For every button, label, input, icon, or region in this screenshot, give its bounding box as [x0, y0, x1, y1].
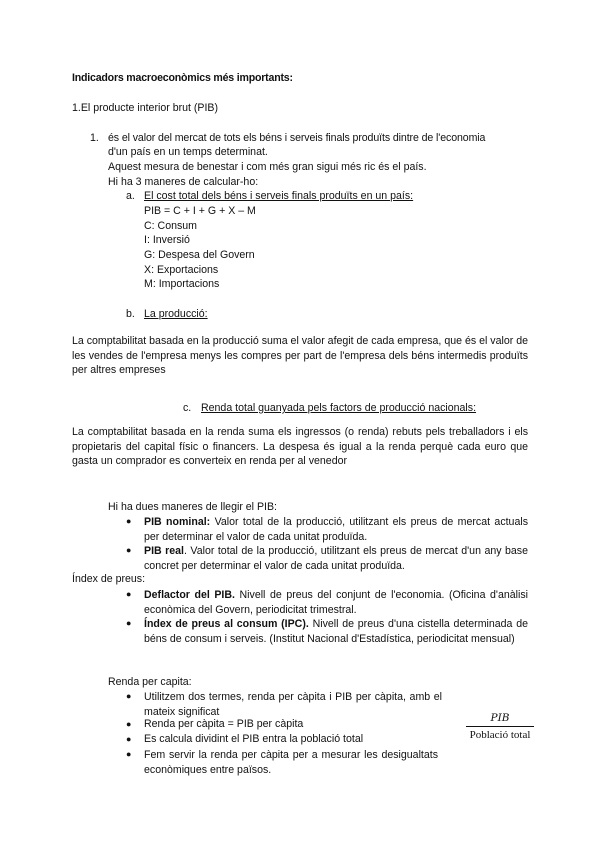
pib-definition-line2: d'un país en un temps determinat.	[108, 146, 268, 158]
pib-real-term: PIB real	[144, 545, 184, 557]
fraction-bar	[466, 726, 534, 727]
list-marker: c.	[183, 402, 192, 414]
term-importacions: M: Importacions	[144, 278, 220, 290]
per-capita-item: Es calcula dividint el PIB entra la població total	[144, 733, 364, 745]
method-b-heading: La producció:	[144, 308, 208, 320]
page-title: Indicadors macroeconòmics més importants:	[72, 72, 293, 84]
bullet-icon: ●	[126, 545, 132, 555]
term-exportacions: X: Exportacions	[144, 264, 219, 276]
methods-intro: Hi ha 3 maneres de calcular-ho:	[108, 176, 259, 188]
deflactor-item	[144, 588, 528, 617]
bullet-icon: ●	[126, 749, 132, 759]
bullet-icon: ●	[126, 734, 132, 744]
pib-real-text: . Valor total de la producció, utilitzant els preus de mercat d'un any base concret per determinar el valor de cada unitat produïda.	[144, 545, 528, 572]
term-consum: C: Consum	[144, 220, 197, 232]
pib-nominal-item	[144, 515, 528, 544]
term-despesa-govern: G: Despesa del Govern	[144, 249, 255, 261]
term-inversio: I: Inversió	[144, 234, 190, 246]
price-index-heading: Índex de preus:	[72, 573, 146, 585]
method-c-heading: Renda total guanyada pels factors de producció nacionals:	[201, 402, 477, 414]
ipc-term: Índex de preus al consum (IPC).	[144, 618, 309, 630]
bullet-icon: ●	[126, 618, 132, 628]
per-capita-item: Utilitzem dos termes, renda per càpita i PIB per càpita, amb el mateix significat	[144, 691, 442, 718]
ipc-text: Nivell de preus d'una cistella determinada de béns de consum i serveis. (Institut Nacional d'Estadística, periodicitat mensual)	[144, 618, 528, 645]
bullet-icon: ●	[126, 516, 132, 526]
list-marker: b.	[126, 308, 135, 320]
pib-types-intro: Hi ha dues maneres de llegir el PIB:	[108, 501, 277, 513]
pib-nominal-text: Valor total de la producció, utilitzant els preus de mercat actuals per determinar el valor de cada unitat produïda.	[144, 516, 528, 543]
pib-definition-line1: és el valor del mercat de tots els béns i serveis finals produïts dintre de l'economia	[108, 132, 486, 144]
list-marker: 1.	[90, 132, 99, 144]
paragraph-production: La comptabilitat basada en la producció suma el valor afegit de cada empresa, que és el valor de les vendes de l'empresa menys les compres per part de l'empresa dels béns intermedis produïts per altres empreses	[72, 335, 528, 376]
paragraph-income: La comptabilitat basada en la renda suma els ingressos (o renda) rebuts pels treballadors i els propietaris del capital físic o financers. La despesa és igual a la renda perquè cada euro que gasta un comprador es converteix en renda per al venedor	[72, 426, 528, 467]
pib-real-item	[144, 544, 528, 573]
ipc-item	[144, 617, 528, 646]
per-capita-item: Fem servir la renda per càpita per a mesurar les desigualtats econòmiques entre països.	[144, 749, 438, 776]
section-heading-pib: 1.El producte interior brut (PIB)	[72, 102, 219, 114]
per-capita-item: Renda per càpita = PIB per càpita	[144, 718, 304, 730]
bullet-icon: ●	[126, 691, 132, 701]
list-marker: a.	[126, 190, 135, 202]
fraction-numerator: PIB	[490, 712, 510, 724]
pib-formula: PIB = C + I + G + X – M	[144, 205, 256, 217]
welfare-note: Aquest mesura de benestar i com més gran sigui més ric és el país.	[108, 161, 427, 173]
deflactor-term: Deflactor del PIB.	[144, 589, 235, 601]
method-a-heading: El cost total dels béns i serveis finals produïts en un país:	[144, 190, 414, 202]
per-capita-fraction	[462, 711, 538, 742]
deflactor-text: Nivell de preus del conjunt de l'economia. (Oficina d'anàlisi econòmica del Govern, periodicitat trimestral.	[144, 589, 528, 616]
pib-nominal-term: PIB nominal:	[144, 516, 211, 528]
fraction-denominator: Població total	[469, 729, 531, 741]
bullet-icon: ●	[126, 589, 132, 599]
bullet-icon: ●	[126, 719, 132, 729]
per-capita-heading: Renda per capita:	[108, 676, 192, 688]
